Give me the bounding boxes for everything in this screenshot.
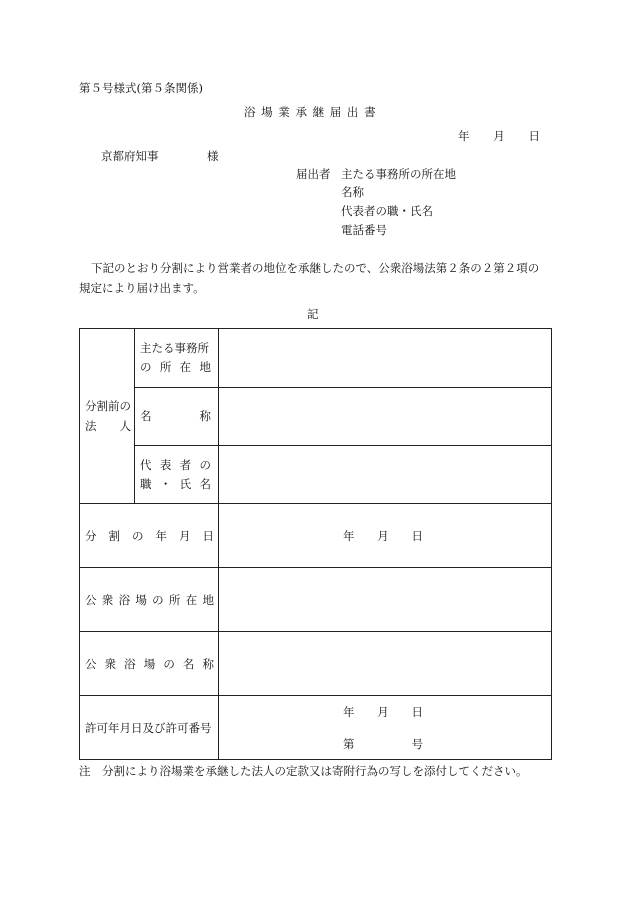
date-day-label: 日 xyxy=(528,129,540,143)
form-table xyxy=(79,328,552,760)
bath-address-label: 公 衆 浴 場 の 所 在 地 xyxy=(80,568,219,632)
notifier-name-label: 名称 xyxy=(341,185,364,199)
ki-heading: 記 xyxy=(307,307,319,321)
footnote: 注 分割により浴場業を承継した法人の定款又は寄附行為の写しを添付してください。 xyxy=(79,764,528,778)
pre-split-corporation-label: 分割前の 法 人 xyxy=(80,329,135,504)
notifier-label: 届出者 xyxy=(296,167,331,181)
date-month-label: 月 xyxy=(493,129,505,143)
notifier-phone-label: 電話番号 xyxy=(341,223,387,237)
corp-name-label: 名 称 xyxy=(135,388,219,446)
date-year-label: 年 xyxy=(458,129,470,143)
addressee: 京都府知事 xyxy=(101,149,159,163)
split-date-label: 分 割 の 年 月 日 xyxy=(80,504,219,568)
submission-date xyxy=(458,128,540,144)
notifier-representative-label: 代表者の職・氏名 xyxy=(341,204,433,218)
bath-name-label: 公 衆 浴 場 の 名 称 xyxy=(80,632,219,696)
corp-address-label: 主たる事務所 の 所 在 地 xyxy=(135,329,219,388)
body-text-line2: 規定により届け出ます。 xyxy=(79,281,205,295)
bath-address-field[interactable] xyxy=(219,568,552,632)
corp-name-field[interactable] xyxy=(219,388,552,446)
notifier-address-label: 主たる事務所の所在地 xyxy=(341,167,456,181)
corp-representative-field[interactable] xyxy=(219,446,552,504)
addressee-honorific: 様 xyxy=(207,149,219,163)
permit-field[interactable]: 年 月 日 第 号 xyxy=(219,696,552,760)
corp-address-field[interactable] xyxy=(219,329,552,388)
document-title: 浴 場 業 承 継 届 出 書 xyxy=(244,105,377,119)
permit-label: 許可年月日及び許可番号 xyxy=(80,696,219,760)
split-date-field[interactable]: 年 月 日 xyxy=(219,504,552,568)
form-number-label: 第５号様式(第５条関係) xyxy=(79,81,203,95)
body-text-line1: 下記のとおり分割により営業者の地位を承継したので、公衆浴場法第２条の２第２項の xyxy=(91,261,540,275)
corp-representative-label: 代 表 者 の 職 ・ 氏 名 xyxy=(135,446,219,504)
bath-name-field[interactable] xyxy=(219,632,552,696)
